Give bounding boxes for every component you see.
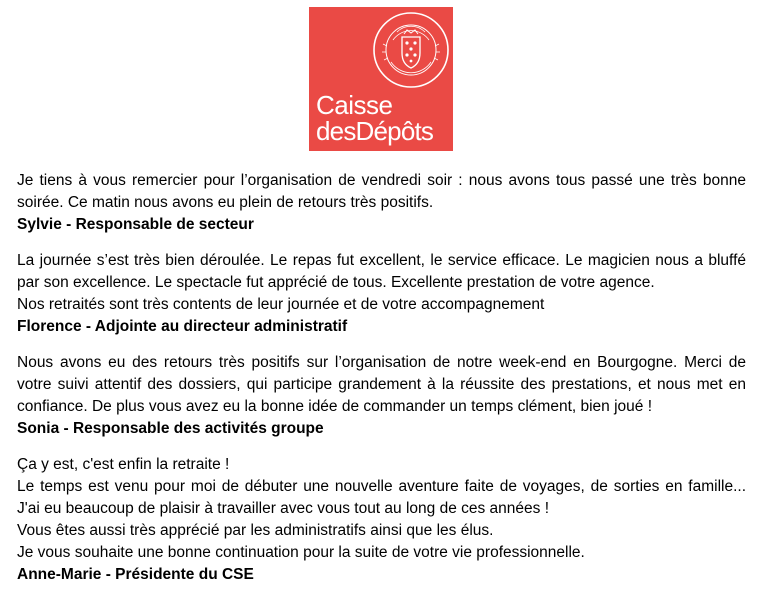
testimonial-text: Nos retraités sont très contents de leur journée et de votre accompagnement: [17, 296, 545, 313]
testimonial-sylvie: [17, 170, 746, 236]
testimonial-signature: Sylvie - Responsable de secteur: [17, 216, 254, 233]
testimonials-list: [17, 170, 746, 600]
testimonial-signature: Florence - Adjointe au directeur administratif: [17, 318, 348, 335]
testimonial-text: Le temps est venu pour moi de débuter une nouvelle aventure faite de voyages, de sorties en famille... J'ai eu beaucoup de plaisir à travailler avec vous tout au long de ces années !: [17, 478, 746, 517]
testimonial-signature: Anne-Marie - Présidente du CSE: [17, 566, 254, 583]
coat-of-arms-seal-icon: [371, 10, 451, 90]
logo-wordmark-line2: desDépôts: [316, 116, 434, 146]
logo-wordmark-line1: Caisse: [316, 90, 393, 120]
testimonial-text: Nous avons eu des retours très positifs sur l’organisation de notre week-end en Bourgogne. Merci de votre suivi attentif des dossiers, qui participe grandement à la réussite des prestations, et nous met en confiance. De plus vous avez eu la bonne idée de commander un temps clément, bien joué !: [17, 354, 746, 415]
testimonial-text: Je tiens à vous remercier pour l’organisation de vendredi soir : nous avons tous passé une très bonne soirée. Ce matin nous avons eu plein de retours très positifs.: [17, 172, 746, 211]
testimonial-florence: [17, 250, 746, 338]
testimonial-text: La journée s’est très bien déroulée. Le repas fut excellent, le service efficace. Le magicien nous a bluffé par son excellence. Le spectacle fut apprécié de tous. Excellente prestation de votre agence.: [17, 252, 746, 291]
testimonial-text: Vous êtes aussi très apprécié par les administratifs ainsi que les élus.: [17, 522, 494, 539]
testimonial-signature: Sonia - Responsable des activités groupe: [17, 420, 324, 437]
testimonial-sonia: [17, 352, 746, 440]
caisse-des-depots-logo: [309, 7, 453, 151]
testimonial-text: Je vous souhaite une bonne continuation pour la suite de votre vie professionnelle.: [17, 544, 585, 561]
testimonial-text: Ça y est, c'est enfin la retraite !: [17, 456, 230, 473]
testimonial-anne-marie: [17, 454, 746, 586]
